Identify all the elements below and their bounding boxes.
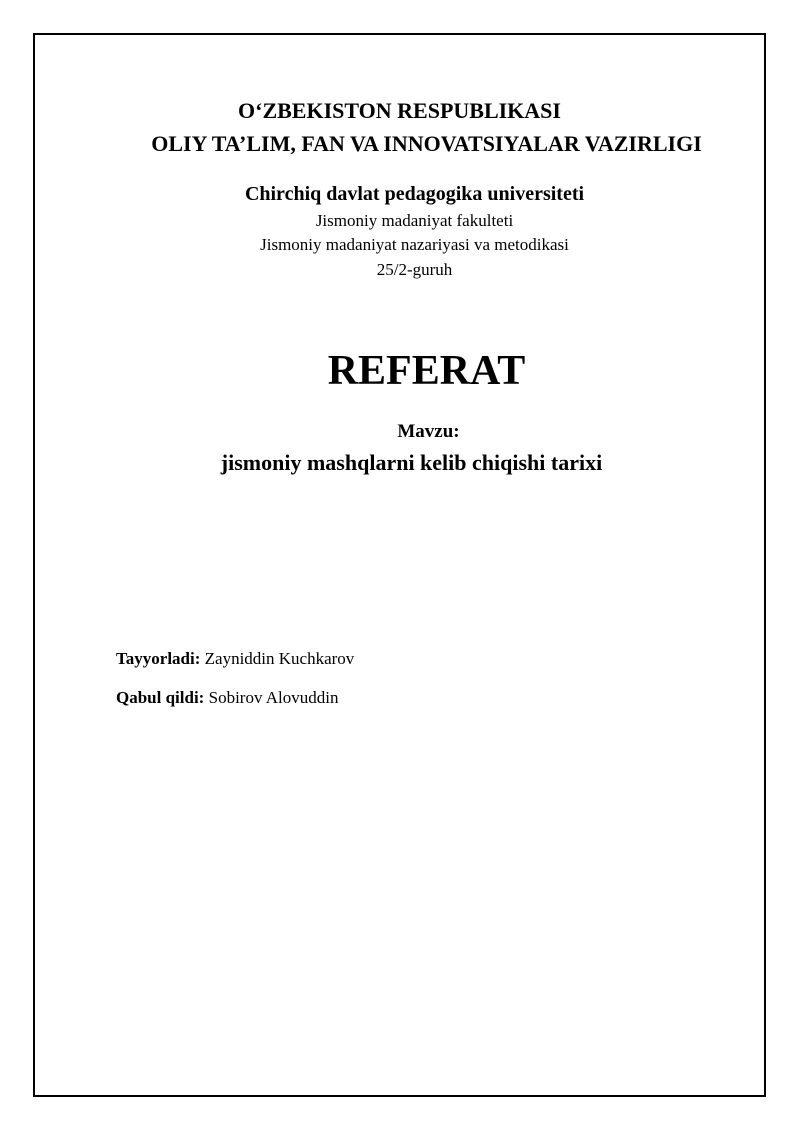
prepared-by-row xyxy=(116,650,354,667)
group-name: 25/2-guruh xyxy=(376,260,453,279)
accepted-by-label: Qabul qildi: xyxy=(116,688,205,707)
topic-title: jismoniy mashqlarni kelib chiqishi tarixi xyxy=(220,450,603,475)
ministry-line-1: O‘ZBEKISTON RESPUBLIKASI xyxy=(238,98,561,123)
document-title: REFERAT xyxy=(327,348,526,394)
topic-label: Mavzu: xyxy=(397,421,460,442)
faculty-name: Jismoniy madaniyat fakulteti xyxy=(315,211,514,230)
ministry-line-2: OLIY TA’LIM, FAN VA INNOVATSIYALAR VAZIRLIGI xyxy=(151,131,702,156)
prepared-by-name: Zayniddin Kuchkarov xyxy=(204,649,355,668)
university-name: Chirchiq davlat pedagogika universiteti xyxy=(244,183,585,205)
accepted-by-name: Sobirov Alovuddin xyxy=(208,688,339,707)
accepted-by-row xyxy=(116,689,338,706)
prepared-by-label: Tayyorladi: xyxy=(116,649,201,668)
department-name: Jismoniy madaniyat nazariyasi va metodikasi xyxy=(260,235,569,254)
